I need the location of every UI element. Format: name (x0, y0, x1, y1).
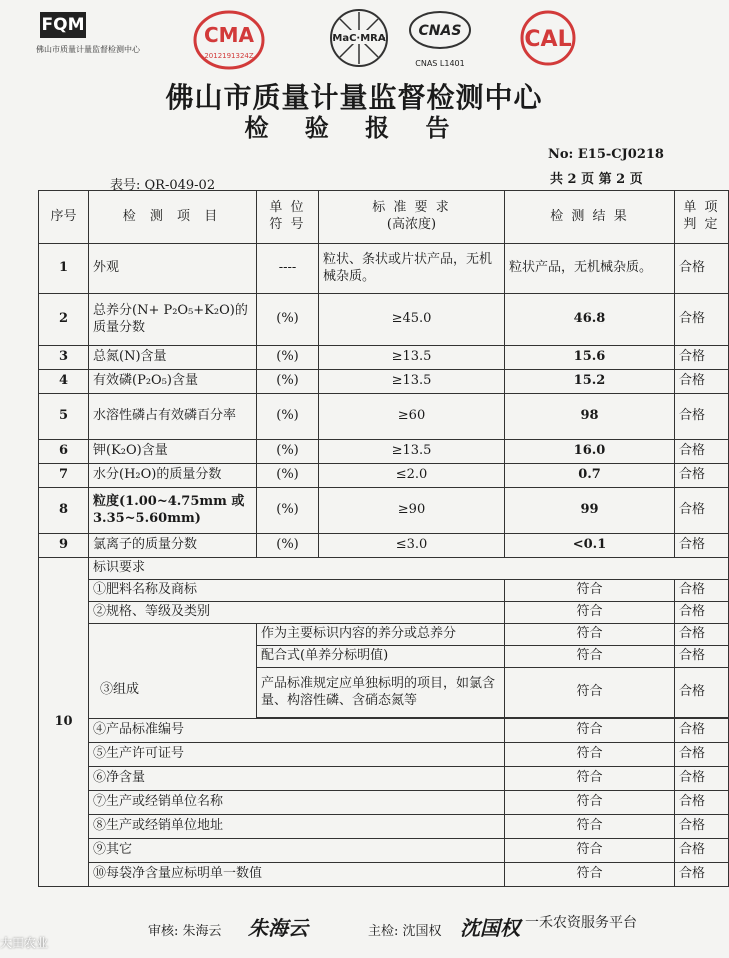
label-item: ⑧生产或经销单位地址 (89, 815, 505, 839)
table-row (39, 719, 729, 743)
label-item: ⑦生产或经销单位名称 (89, 791, 505, 815)
svg-text:CNAS: CNAS (418, 23, 462, 39)
row-requirement: 粒状、条状或片状产品，无机械杂质。 (319, 244, 505, 294)
row-seq: 9 (39, 534, 89, 558)
label-verdict: 合格 (675, 743, 729, 767)
row-seq: 2 (39, 294, 89, 346)
group-cell (89, 624, 257, 719)
row-verdict: 合格 (675, 394, 729, 440)
table-row (39, 743, 729, 767)
col-item: 检 测 项 目 (89, 191, 257, 244)
table-row (39, 244, 729, 294)
table-row (39, 863, 729, 887)
table-row (39, 534, 729, 558)
fqm-org-label: 佛山市质量计量监督检测中心 (36, 45, 140, 54)
row-requirement: ≥13.5 (319, 440, 505, 464)
cma-seal-icon (190, 8, 268, 72)
row-result: 98 (505, 394, 675, 440)
row-item: 钾(K₂O)含量 (89, 440, 257, 464)
row-item: 有效磷(P₂O₅)含量 (89, 370, 257, 394)
page-info: 共 2 页 第 2 页 (550, 172, 643, 187)
watermark-right: 一禾农资服务平台 (525, 915, 637, 931)
row-item: 水溶性磷占有效磷百分率 (89, 394, 257, 440)
row-result: 46.8 (505, 294, 675, 346)
label-result: 符合 (505, 863, 675, 887)
row-result: <0.1 (505, 534, 675, 558)
label-verdict: 合格 (675, 580, 729, 602)
col-requirement-label: 标 准 要 求 (372, 200, 451, 216)
row-seq: 1 (39, 244, 89, 294)
table-row (39, 394, 729, 440)
row-unit: (%) (257, 464, 319, 488)
row-verdict: 合格 (675, 440, 729, 464)
label-item: ⑨其它 (89, 839, 505, 863)
row-unit: (%) (257, 370, 319, 394)
row-verdict: 合格 (675, 370, 729, 394)
table-row (39, 488, 729, 534)
row10-title: 标识要求 (89, 558, 729, 580)
cal-seal-icon (510, 8, 586, 72)
label-result: 符合 (505, 602, 675, 624)
row-item: 粒度(1.00~4.75mm 或 3.35~5.60mm) (89, 488, 257, 534)
row-item: 水分(H₂O)的质量分数 (89, 464, 257, 488)
row-unit: ---- (257, 244, 319, 294)
label-verdict: 合格 (675, 624, 729, 646)
row-item: 总氮(N)含量 (89, 346, 257, 370)
table-row (39, 767, 729, 791)
row-result: 16.0 (505, 440, 675, 464)
row-seq: 8 (39, 488, 89, 534)
cnas-seal-icon (400, 6, 480, 70)
label-result: 符合 (505, 719, 675, 743)
label-verdict: 合格 (675, 839, 729, 863)
row-result: 0.7 (505, 464, 675, 488)
row-seq: 5 (39, 394, 89, 440)
row-unit: (%) (257, 488, 319, 534)
col-requirement-sub: (高浓度) (386, 217, 437, 232)
label-item: 产品标准规定应单独标明的项目，如氯含量、构溶性磷、含硝态氮等 (257, 668, 505, 718)
table-row (39, 839, 729, 863)
row-requirement: ≥90 (319, 488, 505, 534)
table-row (39, 440, 729, 464)
row-verdict: 合格 (675, 244, 729, 294)
label-verdict: 合格 (675, 646, 729, 668)
label-verdict: 合格 (675, 668, 729, 718)
row-seq: 10 (39, 558, 89, 887)
row-unit: (%) (257, 294, 319, 346)
label-item: ⑩每袋净含量应标明单一数值 (89, 863, 505, 887)
report-subtitle: 检 验 报 告 (244, 113, 464, 142)
row-unit: (%) (257, 346, 319, 370)
svg-text:CNAS L1401: CNAS L1401 (415, 59, 465, 68)
row-requirement: ≥13.5 (319, 370, 505, 394)
table-row (39, 558, 729, 580)
col-verdict: 单 项 判 定 (675, 191, 729, 244)
row-result: 99 (505, 488, 675, 534)
row-unit: (%) (257, 440, 319, 464)
label-item: ②规格、等级及类别 (89, 602, 505, 624)
reviewer-label: 审核: 朱海云 (148, 924, 222, 939)
label-item: ①肥料名称及商标 (89, 580, 505, 602)
row-verdict: 合格 (675, 346, 729, 370)
table-row (39, 602, 729, 624)
row-unit: (%) (257, 394, 319, 440)
label-verdict: 合格 (675, 791, 729, 815)
label-item: 配合式(单养分标明值) (257, 646, 505, 668)
row-item: 外观 (89, 244, 257, 294)
table-row (39, 370, 729, 394)
fqm-logo: FQM (40, 12, 86, 38)
row-requirement: ≤2.0 (319, 464, 505, 488)
row-seq: 4 (39, 370, 89, 394)
label-verdict: 合格 (675, 815, 729, 839)
label-result: 符合 (505, 624, 675, 646)
col-unit: 单 位 符 号 (257, 191, 319, 244)
label-result: 符合 (505, 767, 675, 791)
row-verdict: 合格 (675, 488, 729, 534)
label-verdict: 合格 (675, 863, 729, 887)
table-header (39, 191, 729, 244)
label-verdict: 合格 (675, 719, 729, 743)
row-seq: 7 (39, 464, 89, 488)
watermark-left: 大田农业 (0, 936, 49, 950)
col-requirement (319, 191, 505, 244)
row-verdict: 合格 (675, 534, 729, 558)
row-seq: 6 (39, 440, 89, 464)
label-verdict: 合格 (675, 602, 729, 624)
checker-signature: 沈国权 (460, 916, 520, 940)
row-unit: (%) (257, 534, 319, 558)
col-result: 检 测 结 果 (505, 191, 675, 244)
form-number: 表号: QR-049-02 (110, 178, 216, 193)
label-result: 符合 (505, 668, 675, 718)
reviewer-signature: 朱海云 (248, 916, 308, 940)
row-seq: 3 (39, 346, 89, 370)
svg-text:MaC·MRA: MaC·MRA (332, 33, 386, 44)
row-result: 粒状产品，无机械杂质。 (505, 244, 675, 294)
row-result: 15.2 (505, 370, 675, 394)
label-item: ⑥净含量 (89, 767, 505, 791)
table-row (39, 464, 729, 488)
label-item: 作为主要标识内容的养分或总养分 (257, 624, 505, 646)
svg-text:2012191324Z: 2012191324Z (204, 52, 254, 60)
label-result: 符合 (505, 743, 675, 767)
row-requirement: ≥45.0 (319, 294, 505, 346)
table-row (39, 624, 729, 646)
label-result: 符合 (505, 646, 675, 668)
label-verdict: 合格 (675, 767, 729, 791)
label-result: 符合 (505, 815, 675, 839)
svg-text:CMA: CMA (203, 23, 255, 47)
report-title: 佛山市质量计量监督检测中心 (165, 81, 543, 114)
label-result: 符合 (505, 580, 675, 602)
row-result: 15.6 (505, 346, 675, 370)
col-seq: 序号 (39, 191, 89, 244)
label-item: ⑤生产许可证号 (89, 743, 505, 767)
checker-label: 主检: 沈国权 (368, 924, 442, 939)
mamra-seal-icon (326, 6, 392, 70)
row-requirement: ≥13.5 (319, 346, 505, 370)
table-row (39, 815, 729, 839)
label-item: ④产品标准编号 (89, 719, 505, 743)
group-label: ③组成 (100, 682, 140, 697)
inspection-table (38, 190, 729, 887)
table-row (39, 791, 729, 815)
svg-text:CAL: CAL (524, 27, 572, 52)
row-requirement: ≤3.0 (319, 534, 505, 558)
label-result: 符合 (505, 791, 675, 815)
label-result: 符合 (505, 839, 675, 863)
row-item: 总养分(N+ P₂O₅+K₂O)的质量分数 (89, 294, 257, 346)
table-row (39, 346, 729, 370)
row-verdict: 合格 (675, 464, 729, 488)
report-number: No: E15-CJ0218 (548, 147, 664, 162)
table-row (39, 580, 729, 602)
table-row (39, 294, 729, 346)
row-item: 氯离子的质量分数 (89, 534, 257, 558)
row-requirement: ≥60 (319, 394, 505, 440)
row-verdict: 合格 (675, 294, 729, 346)
